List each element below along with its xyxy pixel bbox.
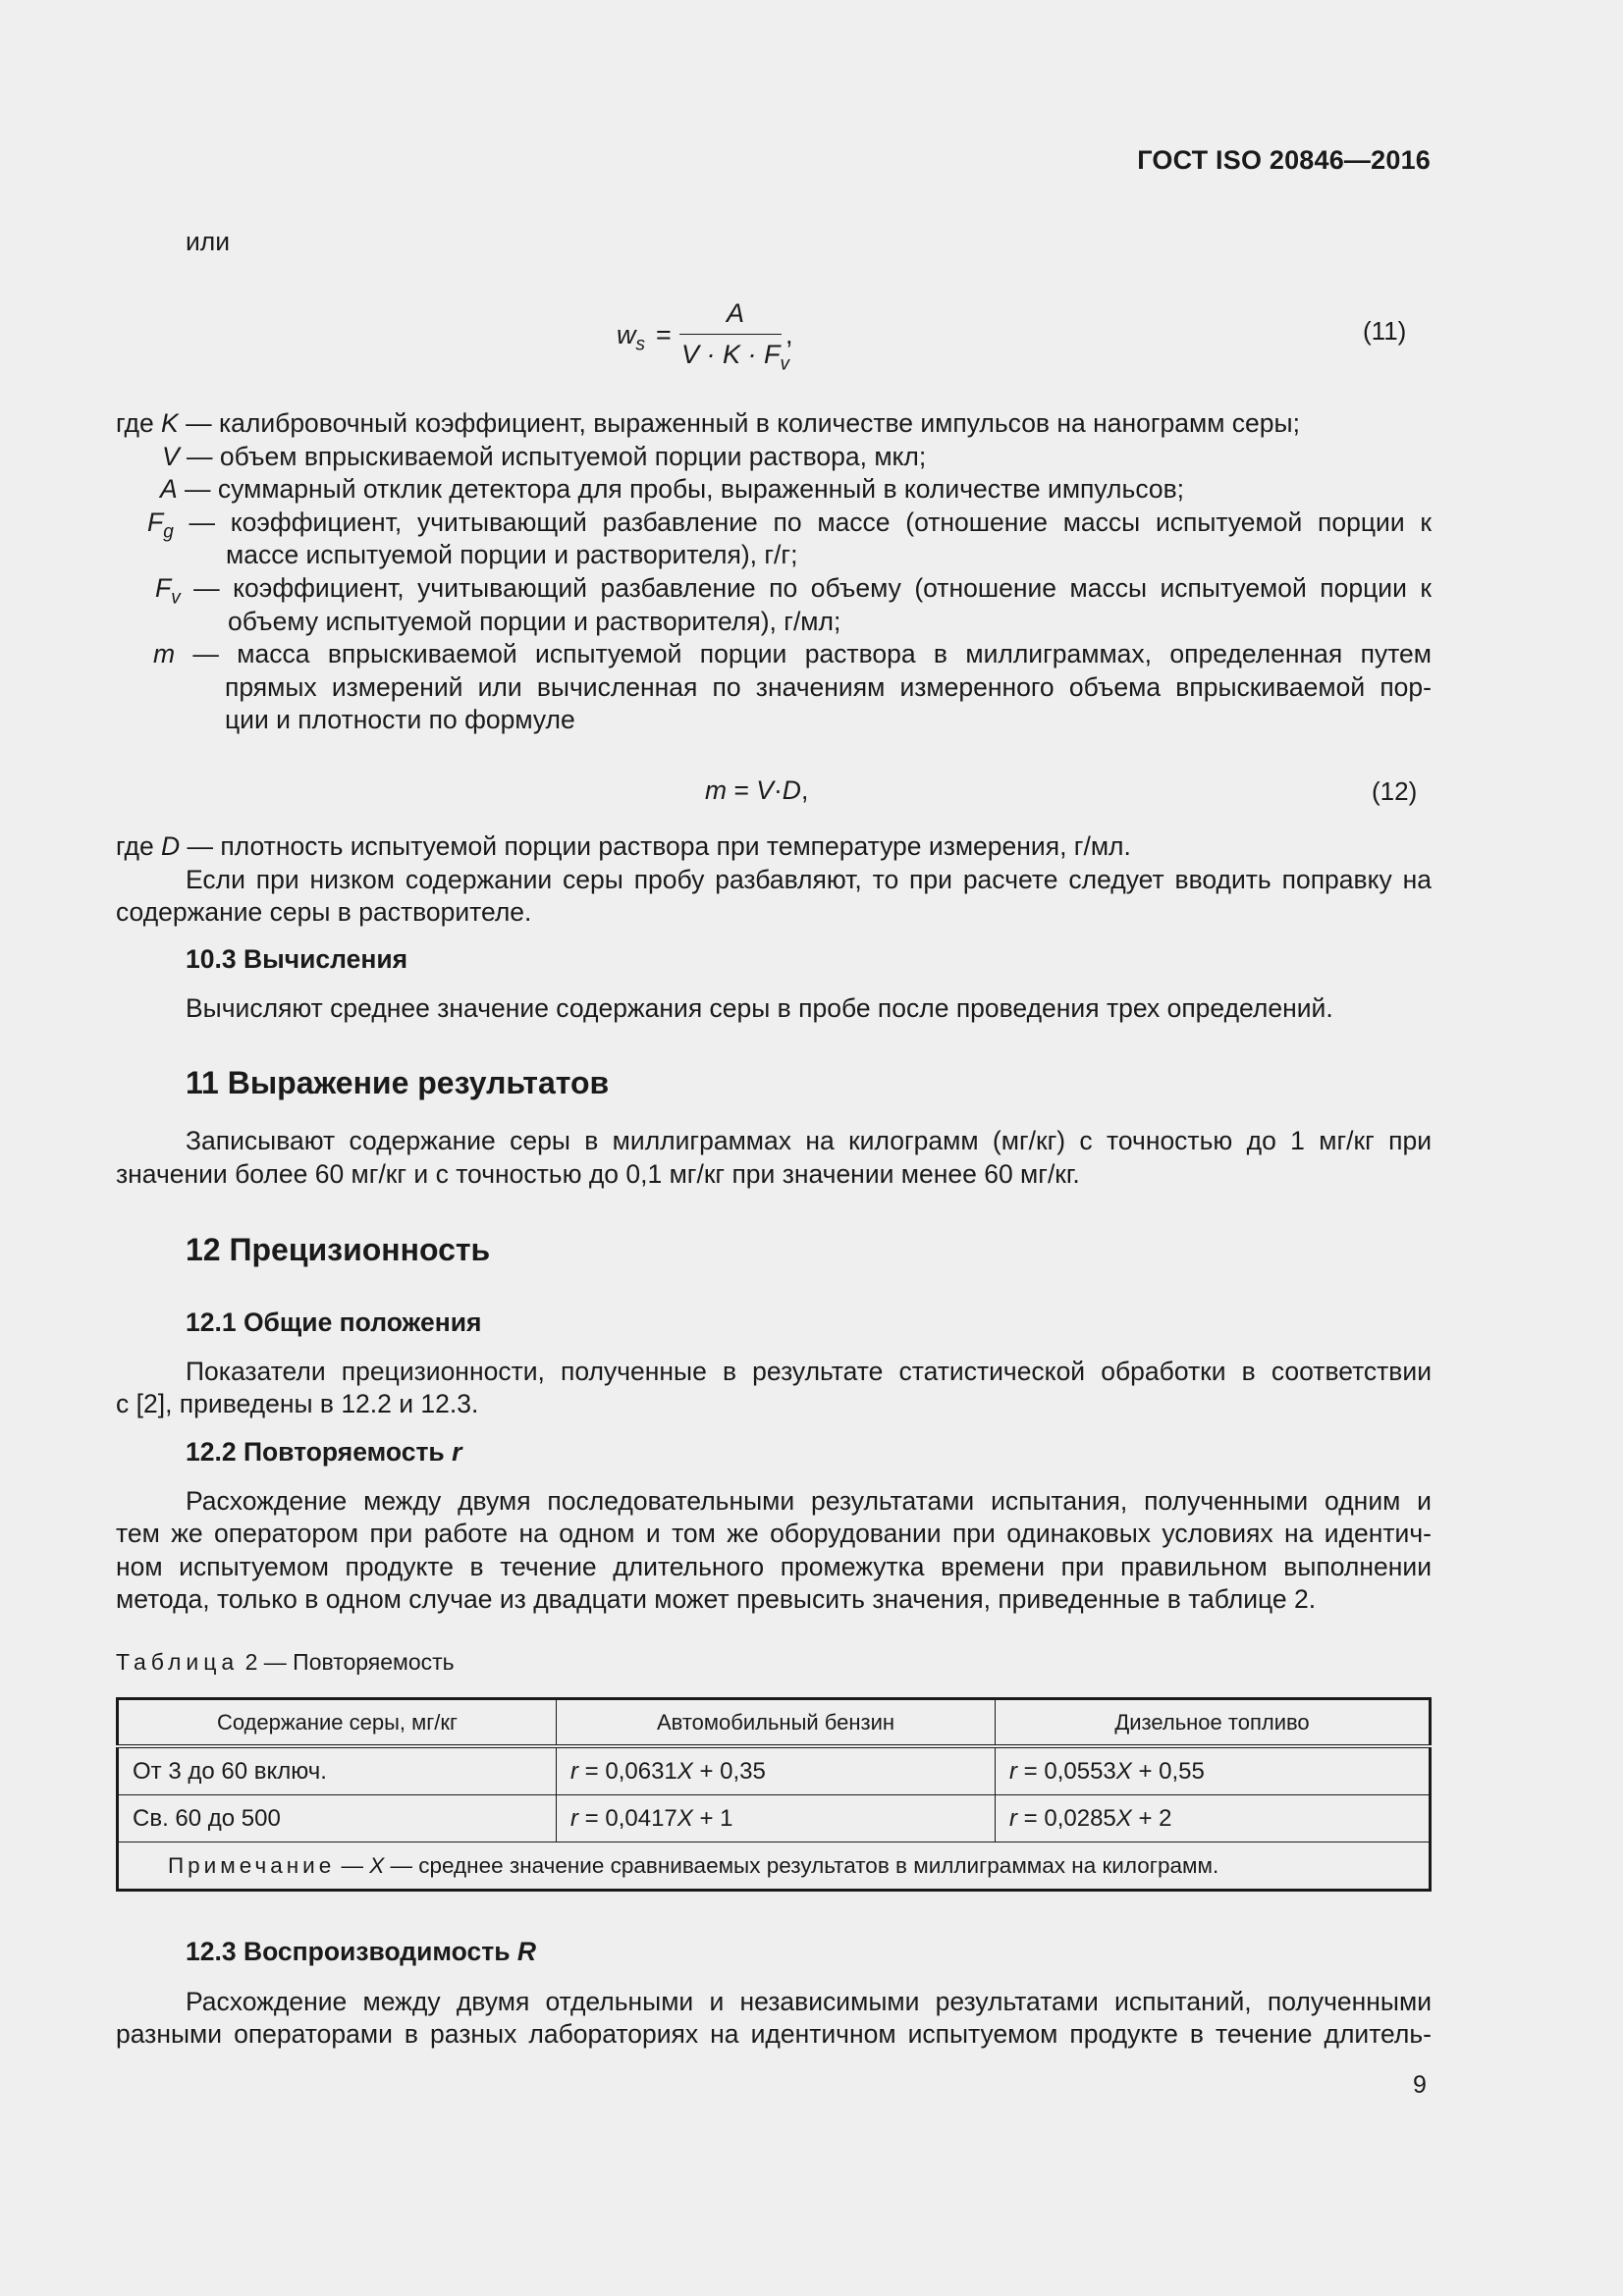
section-10-3-text: Вычисляют среднее значение содержания серы в пробе после проведения трех определений. (186, 993, 1333, 1023)
formula-comma: , (785, 320, 793, 349)
definition-v: V — объем впрыскиваемой испытуемой порции раствора, мкл; (162, 442, 927, 471)
definition-m-cont2: ции и плотности по формуле (225, 705, 575, 734)
formula-11 (617, 298, 813, 387)
table-row (118, 1795, 1431, 1842)
section-12-3-line1: Расхождение между двумя отдельными и независимыми результатами испытаний, полученными (186, 1987, 1432, 2016)
paragraph-dilution-line1: Если при низком содержании серы пробу разбавляют, то при расчете следует вводить поправку на (186, 865, 1432, 894)
formula-equals: = (656, 320, 672, 349)
formula-11-number: (11) (1363, 316, 1407, 346)
definition-k: где K — калибровочный коэффициент, выраженный в количестве импульсов на нанограмм серы; (116, 408, 1300, 438)
definition-a: A — суммарный отклик детектора для пробы, выраженный в количестве импульсов; (160, 474, 1185, 504)
section-12-2-line4: метода, только в одном случае из двадцати может превысить значения, приведенные в таблице 2. (116, 1584, 1317, 1614)
table-caption: Таблица 2 — Повторяемость (116, 1649, 455, 1675)
section-12-2-line2: тем же оператором при работе на одном и том же оборудовании при одинаковых условиях на идентич- (116, 1519, 1432, 1548)
definition-fg: $F_g$ — коэффициент, учитывающий разбавление по массе (отношение массы испытуемой порции к (147, 507, 1432, 543)
intro-or: или (186, 227, 231, 256)
cell-diesel-formula: r = 0,0285X + 2 (996, 1795, 1431, 1842)
section-12-2-title: 12.2 Повторяемость r (186, 1437, 462, 1467)
repeatability-table (116, 1697, 1432, 1892)
cell-gasoline-formula: r = 0,0417X + 1 (557, 1795, 996, 1842)
table-note: Примечание — X — среднее значение сравниваемых результатов в миллиграммах на килограмм. (118, 1842, 1431, 1891)
table-row (118, 1746, 1431, 1795)
section-11-title: 11 Выражение результатов (186, 1065, 610, 1100)
definition-fv-cont: объему испытуемой порции и растворителя), г/мл; (228, 607, 841, 636)
table-header-row (118, 1699, 1431, 1747)
section-12-1-title: 12.1 Общие положения (186, 1308, 482, 1337)
cell-range: От 3 до 60 включ. (118, 1746, 557, 1795)
section-11-line2: значении более 60 мг/кг и с точностью до 0,1 мг/кг при значении менее 60 мг/кг. (116, 1159, 1080, 1189)
cell-range: Св. 60 до 500 (118, 1795, 557, 1842)
section-12-3-line2: разными операторами в разных лабораториях на идентичном испытуемом продукте в течение длитель- (116, 2019, 1432, 2049)
formula-12-number: (12) (1372, 776, 1418, 806)
formula-12: m = V·D, (705, 775, 809, 805)
formula-lhs: $w_s$ (617, 320, 645, 355)
section-12-2-line3: ном испытуемом продукте в течение длительного промежутка времени при правильном выполнении (116, 1552, 1432, 1581)
section-10-3-title: 10.3 Вычисления (186, 944, 408, 974)
header-gasoline: Автомобильный бензин (557, 1699, 996, 1747)
page-number: 9 (1413, 2071, 1427, 2099)
document-header: ГОСТ ISO 20846—2016 (1137, 145, 1431, 175)
fraction-bar (679, 334, 782, 335)
formula-denominator: $V \cdot K \cdot F_v$ (681, 340, 789, 375)
definition-fv: $F_v$ — коэффициент, учитывающий разбавление по объему (отношение массы испытуемой порции к (155, 573, 1432, 609)
cell-diesel-formula: r = 0,0553X + 0,55 (996, 1746, 1431, 1795)
section-11-line1: Записывают содержание серы в миллиграммах на килограмм (мг/кг) с точностью до 1 мг/кг при (186, 1126, 1432, 1155)
section-12-2-line1: Расхождение между двумя последовательными результатами испытания, полученными одним и (186, 1486, 1432, 1516)
cell-gasoline-formula: r = 0,0631X + 0,35 (557, 1746, 996, 1795)
formula-numerator: A (727, 298, 745, 328)
paragraph-dilution-line2: содержание серы в растворителе. (116, 897, 532, 927)
definition-m: m — масса впрыскиваемой испытуемой порции раствора в миллиграммах, определенная путем (153, 639, 1432, 668)
header-sulfur-content: Содержание серы, мг/кг (118, 1699, 557, 1747)
definition-fg-cont: массе испытуемой порции и растворителя), г/г; (226, 540, 798, 569)
section-12-1-line2: с [2], приведены в 12.2 и 12.3. (116, 1389, 479, 1418)
table-note-row (118, 1842, 1431, 1891)
header-diesel: Дизельное топливо (996, 1699, 1431, 1747)
section-12-3-title: 12.3 Воспроизводимость R (186, 1937, 536, 1966)
definition-m-cont: прямых измерений или вычисленная по значениям измеренного объема впрыскиваемой пор- (225, 672, 1432, 702)
section-12-title: 12 Прецизионность (186, 1232, 491, 1267)
definition-d: где D — плотность испытуемой порции раствора при температуре измерения, г/мл. (116, 831, 1131, 861)
section-12-1-line1: Показатели прецизионности, полученные в результате статистической обработки в соответствии (186, 1357, 1432, 1386)
